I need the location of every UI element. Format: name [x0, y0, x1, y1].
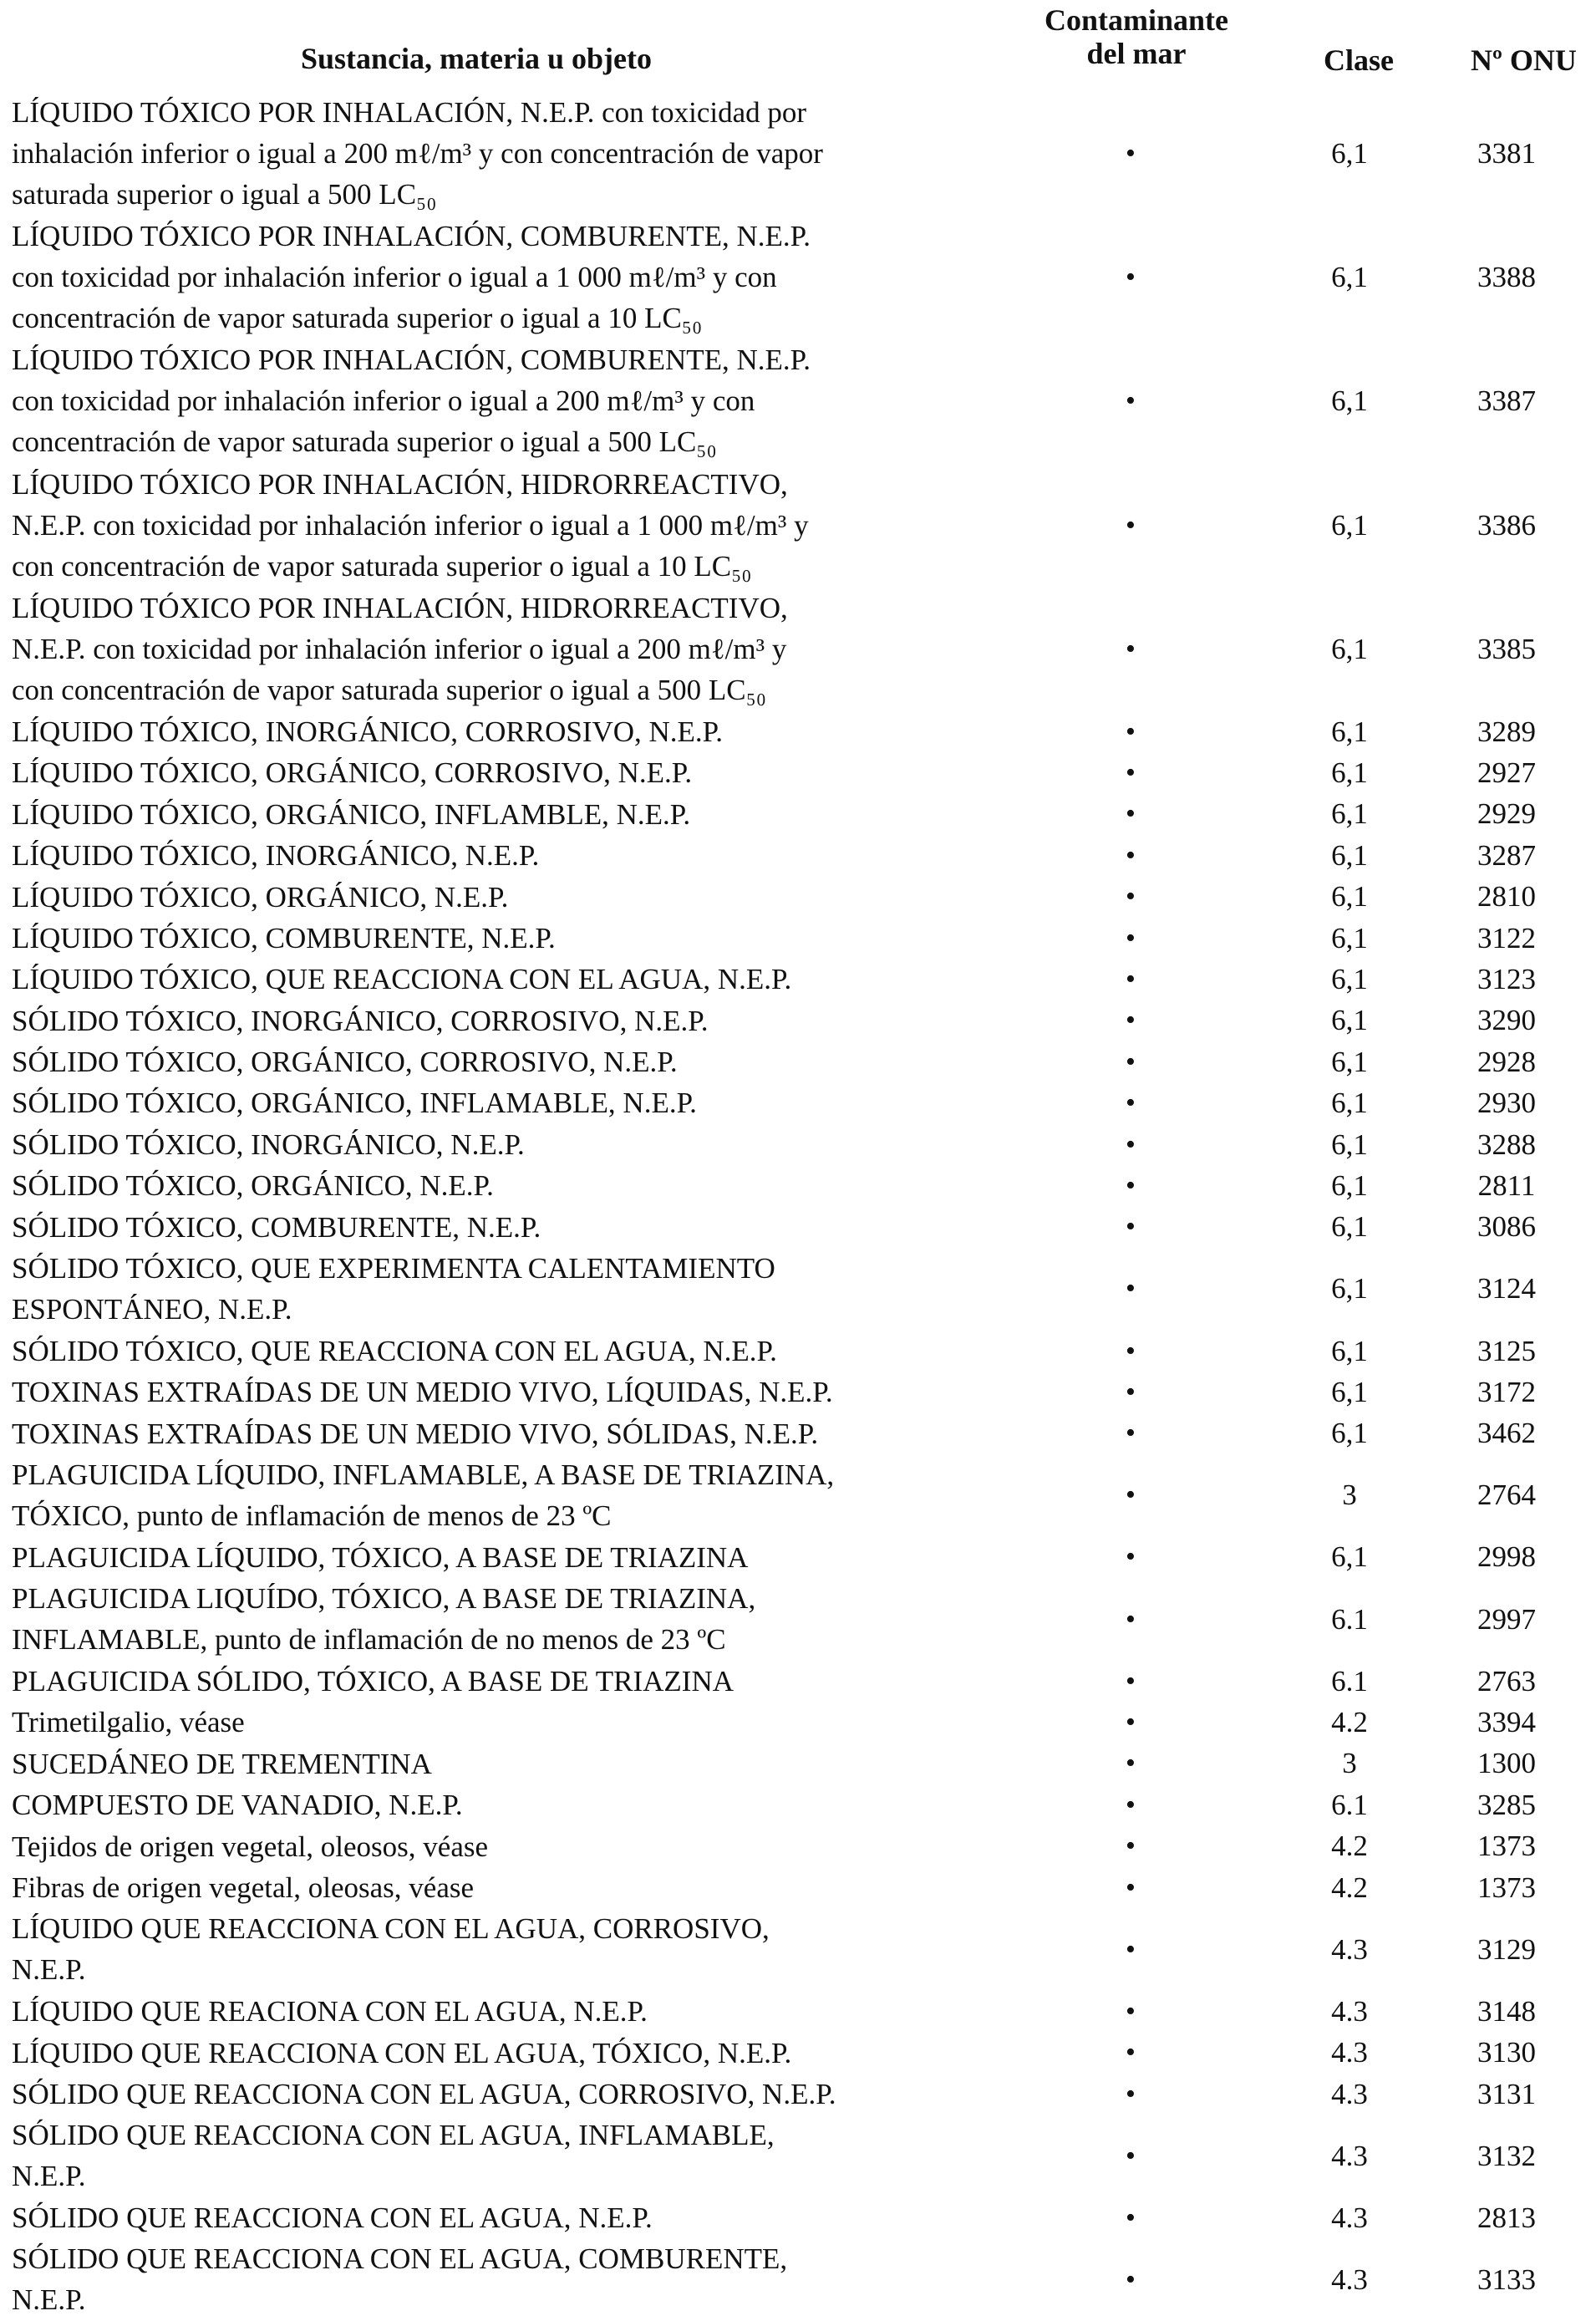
- substance-name: [12, 2074, 964, 2115]
- substance-name: [12, 216, 964, 338]
- substance-name: [12, 339, 964, 462]
- header-substance: Sustancia, materia u objeto: [301, 42, 652, 75]
- substance-line: SÓLIDO QUE REACCIONA CON EL AGUA, CORROSIVO, N.E.P.: [12, 2077, 836, 2110]
- substance-name: [12, 1743, 964, 1784]
- substance-line: SÓLIDO QUE REACCIONA CON EL AGUA, N.E.P.: [12, 2201, 653, 2235]
- substance-line: LÍQUIDO TÓXICO, ORGÁNICO, CORROSIVO, N.E.P.: [12, 756, 693, 790]
- substance-line: SÓLIDO TÓXICO, INORGÁNICO, N.E.P.: [12, 1127, 525, 1161]
- substance-name: [12, 2115, 964, 2196]
- substance-line: LÍQUIDO TÓXICO, QUE REACCIONA CON EL AGUA, N.E.P.: [12, 963, 792, 996]
- table-row: [0, 464, 1596, 588]
- substance-line: LÍQUIDO QUE REACIONA CON EL AGUA, N.E.P.: [12, 1995, 648, 2028]
- table-row: [0, 339, 1596, 463]
- un-number: 3386: [1477, 508, 1536, 542]
- substance-line: SÓLIDO TÓXICO, ORGÁNICO, INFLAMABLE, N.E.P.: [12, 1087, 697, 1120]
- substance-name: [12, 1000, 964, 1041]
- substance-line: concentración de vapor saturada superior o igual a 10 LC₅₀: [12, 302, 703, 335]
- header-marine-pollutant-line1: Contaminante: [1044, 3, 1228, 37]
- substance-name: [12, 711, 964, 752]
- substance-line: LÍQUIDO TÓXICO, ORGÁNICO, N.E.P.: [12, 880, 509, 914]
- substance-name: [12, 1041, 964, 1082]
- un-number: 1300: [1477, 1747, 1536, 1780]
- substance-line: PLAGUICIDA SÓLIDO, TÓXICO, A BASE DE TRIAZINA: [12, 1664, 734, 1697]
- un-number: 3133: [1477, 2262, 1536, 2296]
- marine-pollutant-bullet: •: [1126, 1871, 1136, 1903]
- substance-line: PLAGUICIDA LIQUÍDO, TÓXICO, A BASE DE TRIAZINA,: [12, 1582, 756, 1616]
- substance-name: [12, 588, 964, 710]
- substance-name: [12, 1248, 964, 1330]
- substance-line: COMPUESTO DE VANADIO, N.E.P.: [12, 1789, 463, 1822]
- substance-name: [12, 2197, 964, 2238]
- table-row: [0, 1000, 1596, 1041]
- marine-pollutant-bullet: •: [1126, 2263, 1136, 2295]
- class-value: 6,1: [1331, 1087, 1368, 1120]
- header-marine-pollutant: [1036, 3, 1237, 70]
- substance-name: [12, 752, 964, 793]
- substance-name: [12, 1331, 964, 1372]
- table-row: [0, 2238, 1596, 2321]
- un-number: 3122: [1477, 921, 1536, 954]
- marine-pollutant-bullet: •: [1126, 1707, 1136, 1738]
- substance-name: [12, 1991, 964, 2032]
- un-number: 2813: [1477, 2201, 1536, 2234]
- substance-name: [12, 1908, 964, 1990]
- table-row: [0, 1784, 1596, 1825]
- un-number: 2927: [1477, 756, 1536, 790]
- marine-pollutant-bullet: •: [1126, 1418, 1136, 1449]
- substance-line: LÍQUIDO TÓXICO, ORGÁNICO, INFLAMBLE, N.E.P.: [12, 797, 691, 831]
- un-number: 2763: [1477, 1664, 1536, 1697]
- table-row: [0, 1661, 1596, 1702]
- substance-line: INFLAMABLE, punto de inflamación de no menos de 23 ºC: [12, 1623, 726, 1657]
- table-row: [0, 2115, 1596, 2197]
- marine-pollutant-bullet: •: [1126, 1479, 1136, 1511]
- marine-pollutant-bullet: •: [1126, 1789, 1136, 1820]
- table-row: [0, 1743, 1596, 1784]
- class-value: 6,1: [1331, 756, 1368, 790]
- substance-line: TÓXICO, punto de inflamación de menos de 23 ºC: [12, 1499, 612, 1532]
- table-row: [0, 1207, 1596, 1248]
- substance-name: [12, 1578, 964, 1660]
- class-value: 6,1: [1331, 261, 1368, 294]
- substance-name: [12, 1413, 964, 1454]
- table-row: [0, 1454, 1596, 1537]
- class-value: 6,1: [1331, 384, 1368, 418]
- substance-name: [12, 835, 964, 876]
- class-value: 6,1: [1331, 880, 1368, 914]
- un-number: 1373: [1477, 1871, 1536, 1904]
- marine-pollutant-bullet: •: [1126, 2078, 1136, 2110]
- substance-line: Fibras de origen vegetal, oleosas, véase: [12, 1871, 475, 1904]
- un-number: 3388: [1477, 261, 1536, 294]
- un-number: 3385: [1477, 632, 1536, 665]
- table-row: [0, 2033, 1596, 2074]
- substance-line: SÓLIDO QUE REACCIONA CON EL AGUA, INFLAMABLE,: [12, 2119, 775, 2152]
- substance-line: con toxicidad por inhalación inferior o igual a 200 mℓ/m³ y con: [12, 384, 755, 418]
- marine-pollutant-bullet: •: [1126, 1933, 1136, 1965]
- marine-pollutant-bullet: •: [1126, 1748, 1136, 1779]
- un-number: 3287: [1477, 838, 1536, 872]
- substance-name: [12, 1372, 964, 1412]
- substance-line: con concentración de vapor saturada superior o igual a 500 LC₅₀: [12, 673, 766, 706]
- class-value: 6.1: [1331, 1664, 1368, 1697]
- class-value: 4.3: [1331, 2262, 1368, 2296]
- substance-line: LÍQUIDO TÓXICO, COMBURENTE, N.E.P.: [12, 921, 556, 954]
- marine-pollutant-bullet: •: [1126, 1005, 1136, 1036]
- substance-name: [12, 1165, 964, 1206]
- marine-pollutant-bullet: •: [1126, 1995, 1136, 2027]
- table-row: [0, 918, 1596, 959]
- un-number: 3387: [1477, 384, 1536, 418]
- table-row: [0, 1372, 1596, 1412]
- substance-name: [12, 464, 964, 587]
- substance-line: SÓLIDO TÓXICO, ORGÁNICO, CORROSIVO, N.E.P.: [12, 1046, 678, 1079]
- table-row: [0, 1826, 1596, 1867]
- class-value: 4.2: [1331, 1830, 1368, 1863]
- substance-name: [12, 794, 964, 835]
- marine-pollutant-bullet: •: [1126, 1128, 1136, 1160]
- un-number: 3462: [1477, 1417, 1536, 1450]
- un-number: 3288: [1477, 1127, 1536, 1161]
- marine-pollutant-bullet: •: [1126, 509, 1136, 541]
- marine-pollutant-bullet: •: [1126, 1211, 1136, 1243]
- substance-line: SUCEDÁNEO DE TREMENTINA: [12, 1747, 432, 1780]
- table-row: [0, 1908, 1596, 1991]
- substance-name: [12, 2033, 964, 2074]
- substance-line: SÓLIDO TÓXICO, ORGÁNICO, N.E.P.: [12, 1169, 494, 1203]
- table-row: [0, 1578, 1596, 1661]
- un-number: 3124: [1477, 1272, 1536, 1306]
- un-number: 2998: [1477, 1540, 1536, 1574]
- table-row: [0, 2197, 1596, 2238]
- marine-pollutant-bullet: •: [1126, 1376, 1136, 1407]
- table-row: [0, 1165, 1596, 1206]
- substance-name: [12, 959, 964, 1000]
- table-row: [0, 1702, 1596, 1743]
- table-row: [0, 794, 1596, 835]
- un-number: 3285: [1477, 1788, 1536, 1821]
- un-number: 2811: [1477, 1168, 1536, 1202]
- marine-pollutant-bullet: •: [1126, 385, 1136, 417]
- table-row: [0, 1124, 1596, 1165]
- un-number: 2928: [1477, 1045, 1536, 1078]
- marine-pollutant-bullet: •: [1126, 2140, 1136, 2171]
- un-number: 3290: [1477, 1004, 1536, 1037]
- marine-pollutant-bullet: •: [1126, 2037, 1136, 2069]
- marine-pollutant-bullet: •: [1126, 1665, 1136, 1697]
- un-number: 2764: [1477, 1479, 1536, 1512]
- marine-pollutant-bullet: •: [1126, 633, 1136, 664]
- class-value: 4.3: [1331, 1994, 1368, 2028]
- table-row: [0, 1537, 1596, 1578]
- substance-line: N.E.P.: [12, 2283, 86, 2317]
- marine-pollutant-bullet: •: [1126, 1046, 1136, 1077]
- class-value: 4.3: [1331, 1932, 1368, 1966]
- substance-name: [12, 1537, 964, 1578]
- substance-line: concentración de vapor saturada superior o igual a 500 LC₅₀: [12, 425, 717, 459]
- substance-line: con toxicidad por inhalación inferior o igual a 1 000 mℓ/m³ y con: [12, 261, 777, 294]
- table-row: [0, 1331, 1596, 1372]
- marine-pollutant-bullet: •: [1126, 1335, 1136, 1367]
- table-row: [0, 588, 1596, 711]
- marine-pollutant-bullet: •: [1126, 757, 1136, 789]
- header-un-number: Nº ONU: [1471, 43, 1577, 77]
- substance-line: LÍQUIDO TÓXICO POR INHALACIÓN, HIDRORREACTIVO,: [12, 467, 788, 501]
- table-row: [0, 1413, 1596, 1454]
- marine-pollutant-bullet: •: [1126, 138, 1136, 170]
- marine-pollutant-bullet: •: [1126, 922, 1136, 954]
- class-value: 6,1: [1331, 137, 1368, 171]
- class-value: 6,1: [1331, 1004, 1368, 1037]
- substance-name: [12, 2238, 964, 2320]
- table-header: [0, 0, 1596, 92]
- marine-pollutant-bullet: •: [1126, 262, 1136, 293]
- un-number: 3394: [1477, 1706, 1536, 1739]
- marine-pollutant-bullet: •: [1126, 2201, 1136, 2233]
- header-class: Clase: [1324, 43, 1394, 77]
- substance-name: [12, 1661, 964, 1702]
- marine-pollutant-bullet: •: [1126, 1087, 1136, 1119]
- un-number: 2810: [1477, 880, 1536, 914]
- substance-line: LÍQUIDO TÓXICO, INORGÁNICO, N.E.P.: [12, 839, 540, 873]
- marine-pollutant-bullet: •: [1126, 881, 1136, 913]
- substance-line: PLAGUICIDA LÍQUIDO, INFLAMABLE, A BASE DE TRIAZINA,: [12, 1458, 835, 1491]
- header-marine-pollutant-line2: del mar: [1086, 37, 1187, 70]
- un-number: 3381: [1477, 137, 1536, 171]
- class-value: 4.2: [1331, 1871, 1368, 1904]
- substance-line: LÍQUIDO TÓXICO POR INHALACIÓN, COMBURENTE, N.E.P.: [12, 220, 811, 253]
- substance-name: [12, 92, 964, 215]
- substance-line: N.E.P.: [12, 1953, 86, 1987]
- table-body: [0, 92, 1596, 2321]
- substance-name: [12, 1082, 964, 1123]
- table-row: [0, 1082, 1596, 1123]
- marine-pollutant-bullet: •: [1126, 1273, 1136, 1305]
- substance-line: con concentración de vapor saturada superior o igual a 10 LC₅₀: [12, 549, 752, 583]
- class-value: 6,1: [1331, 962, 1368, 995]
- substance-line: N.E.P. con toxicidad por inhalación inferior o igual a 1 000 mℓ/m³ y: [12, 508, 809, 542]
- class-value: 4.3: [1331, 2139, 1368, 2172]
- un-number: 1373: [1477, 1830, 1536, 1863]
- table-row: [0, 1248, 1596, 1331]
- substance-line: TOXINAS EXTRAÍDAS DE UN MEDIO VIVO, LÍQUIDAS, N.E.P.: [12, 1376, 833, 1409]
- substance-name: [12, 1702, 964, 1743]
- substance-line: LÍQUIDO TÓXICO POR INHALACIÓN, HIDRORREACTIVO,: [12, 591, 788, 624]
- marine-pollutant-bullet: •: [1126, 1169, 1136, 1201]
- class-value: 6,1: [1331, 1127, 1368, 1161]
- un-number: 3131: [1477, 2077, 1536, 2110]
- class-value: 6,1: [1331, 508, 1368, 542]
- class-value: 6.1: [1331, 1602, 1368, 1636]
- class-value: 6,1: [1331, 1045, 1368, 1078]
- un-number: 3123: [1477, 962, 1536, 995]
- table-row: [0, 877, 1596, 918]
- table-row: [0, 216, 1596, 339]
- substance-line: saturada superior o igual a 500 LC₅₀: [12, 178, 437, 211]
- class-value: 4.3: [1331, 2077, 1368, 2110]
- substance-name: [12, 1784, 964, 1825]
- un-number: 3129: [1477, 1932, 1536, 1966]
- class-value: 6,1: [1331, 1417, 1368, 1450]
- class-value: 6,1: [1331, 1272, 1368, 1306]
- marine-pollutant-bullet: •: [1126, 798, 1136, 830]
- substance-line: inhalación inferior o igual a 200 mℓ/m³ y con concentración de vapor: [12, 137, 823, 170]
- substance-line: LÍQUIDO TÓXICO POR INHALACIÓN, COMBURENTE, N.E.P.: [12, 344, 811, 377]
- substance-line: PLAGUICIDA LÍQUIDO, TÓXICO, A BASE DE TRIAZINA: [12, 1540, 749, 1574]
- substance-name: [12, 1867, 964, 1908]
- table-row: [0, 1991, 1596, 2032]
- class-value: 6,1: [1331, 838, 1368, 872]
- un-number: 3148: [1477, 1994, 1536, 2028]
- marine-pollutant-bullet: •: [1126, 839, 1136, 871]
- un-number: 3086: [1477, 1210, 1536, 1244]
- class-value: 6,1: [1331, 1375, 1368, 1408]
- marine-pollutant-bullet: •: [1126, 1830, 1136, 1862]
- substance-line: Tejidos de origen vegetal, oleosos, véase: [12, 1830, 489, 1863]
- class-value: 6,1: [1331, 632, 1368, 665]
- substance-line: Trimetilgalio, véase: [12, 1706, 245, 1739]
- substance-name: [12, 1207, 964, 1248]
- un-number: 3125: [1477, 1334, 1536, 1367]
- substance-name: [12, 918, 964, 959]
- substance-line: SÓLIDO TÓXICO, INORGÁNICO, CORROSIVO, N.E.P.: [12, 1004, 709, 1037]
- substance-name: [12, 1454, 964, 1536]
- substance-line: N.E.P. con toxicidad por inhalación inferior o igual a 200 mℓ/m³ y: [12, 632, 787, 665]
- un-number: 3132: [1477, 2139, 1536, 2172]
- un-number: 2997: [1477, 1602, 1536, 1636]
- substance-line: LÍQUIDO QUE REACCIONA CON EL AGUA, CORROSIVO,: [12, 1912, 770, 1946]
- class-value: 6,1: [1331, 1334, 1368, 1367]
- marine-pollutant-bullet: •: [1126, 963, 1136, 995]
- class-value: 6,1: [1331, 921, 1368, 954]
- class-value: 4.3: [1331, 2201, 1368, 2234]
- substance-line: TOXINAS EXTRAÍDAS DE UN MEDIO VIVO, SÓLIDAS, N.E.P.: [12, 1417, 819, 1450]
- table-row: [0, 2074, 1596, 2115]
- substance-line: LÍQUIDO TÓXICO POR INHALACIÓN, N.E.P. con toxicidad por: [12, 96, 807, 129]
- table-row: [0, 835, 1596, 876]
- marine-pollutant-bullet: •: [1126, 1603, 1136, 1635]
- class-value: 3: [1342, 1479, 1357, 1512]
- marine-pollutant-bullet: •: [1126, 1541, 1136, 1573]
- table-row: [0, 1867, 1596, 1908]
- substance-line: LÍQUIDO TÓXICO, INORGÁNICO, CORROSIVO, N.E.P.: [12, 715, 724, 748]
- substance-line: SÓLIDO TÓXICO, QUE EXPERIMENTA CALENTAMIENTO: [12, 1252, 775, 1285]
- substance-line: LÍQUIDO QUE REACCIONA CON EL AGUA, TÓXICO, N.E.P.: [12, 2036, 792, 2069]
- table-row: [0, 959, 1596, 1000]
- substance-name: [12, 1826, 964, 1867]
- table-row: [0, 92, 1596, 216]
- class-value: 4.2: [1331, 1706, 1368, 1739]
- substance-line: SÓLIDO TÓXICO, COMBURENTE, N.E.P.: [12, 1210, 541, 1244]
- substance-name: [12, 877, 964, 918]
- class-value: 6,1: [1331, 1210, 1368, 1244]
- class-value: 3: [1342, 1747, 1357, 1780]
- class-value: 6,1: [1331, 1168, 1368, 1202]
- class-value: 6,1: [1331, 1540, 1368, 1574]
- table-row: [0, 1041, 1596, 1082]
- substance-name: [12, 1124, 964, 1165]
- substance-line: SÓLIDO TÓXICO, QUE REACCIONA CON EL AGUA, N.E.P.: [12, 1334, 777, 1367]
- class-value: 6.1: [1331, 1788, 1368, 1821]
- un-number: 2929: [1477, 797, 1536, 831]
- substance-line: SÓLIDO QUE REACCIONA CON EL AGUA, COMBURENTE,: [12, 2242, 788, 2276]
- un-number: 3289: [1477, 715, 1536, 748]
- un-number: 2930: [1477, 1087, 1536, 1120]
- substance-line: N.E.P.: [12, 2160, 86, 2193]
- table-row: [0, 711, 1596, 752]
- class-value: 6,1: [1331, 797, 1368, 831]
- un-number: 3130: [1477, 2036, 1536, 2069]
- class-value: 6,1: [1331, 715, 1368, 748]
- un-number: 3172: [1477, 1375, 1536, 1408]
- marine-pollutant-bullet: •: [1126, 715, 1136, 747]
- substance-line: ESPONTÁNEO, N.E.P.: [12, 1293, 292, 1326]
- class-value: 4.3: [1331, 2036, 1368, 2069]
- table-row: [0, 752, 1596, 793]
